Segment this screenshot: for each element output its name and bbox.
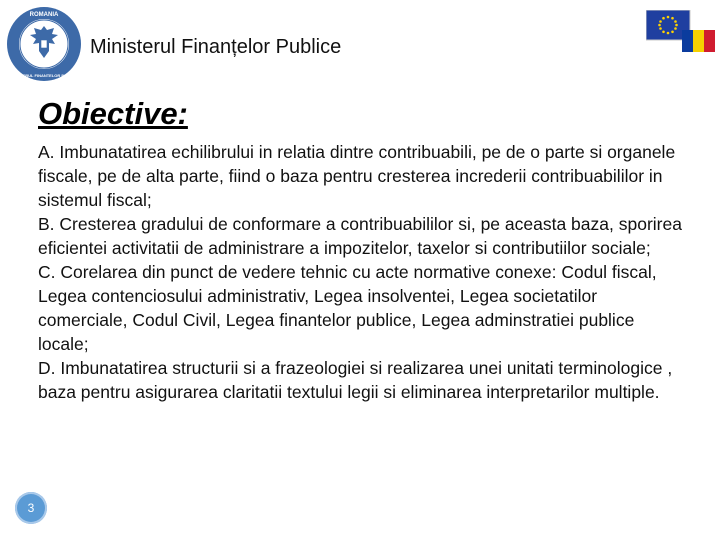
ministry-seal-logo — [6, 6, 82, 82]
objective-c: C. Corelarea din punct de vedere tehnic cu acte normative conexe: Codul fiscal, Legea contenciosului administrativ, Legea insolventei, Legea societatilor comerciale, Codul Civil, Legea finantelor publice, Legea adminstratiei publice locale; — [38, 262, 657, 354]
objective-d: D. Imbunatatirea structurii si a frazeologiei si realizarea unei unitati terminologice , baza pentru asigurarea claritatii textului legii si eliminarea interpretarilor multiple. — [38, 358, 673, 402]
objective-b: B. Cresterea gradului de conformare a contribuabililor si, pe aceasta baza, sporirea eficientei activitatii de administrare a impozitelor, taxelor si contributiilor sociale; — [38, 214, 682, 258]
objectives-list — [38, 140, 688, 404]
objective-a: A. Imbunatatirea echilibrului in relatia dintre contribuabili, pe de o parte si organele fiscale, pe de alta parte, fiind o baza pentru cresterea increderii contribuabililor in sistemul fiscal; — [38, 142, 676, 210]
svg-text:ROMANIA: ROMANIA — [29, 12, 59, 18]
eu-romania-flags-icon — [646, 10, 716, 52]
slide-title: Obiective: — [38, 96, 188, 131]
svg-text:MINISTERUL FINANTELOR PUBLICE: MINISTERUL FINANTELOR PUBLICE — [9, 73, 79, 78]
ministry-title: Ministerul Finanțelor Publice — [90, 36, 342, 58]
slide-header — [0, 0, 720, 90]
page-number-badge: 3 — [15, 492, 47, 524]
